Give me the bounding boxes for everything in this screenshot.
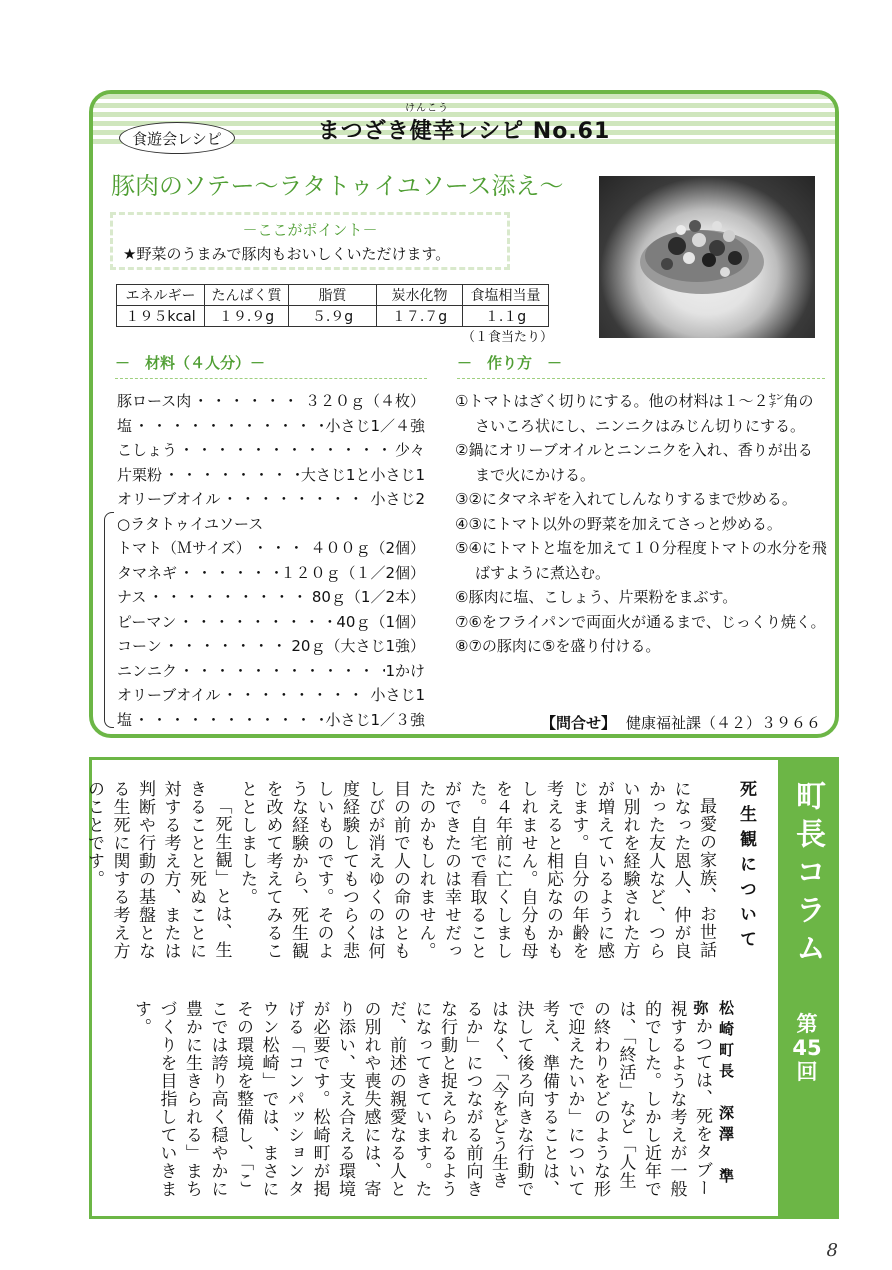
ingredient-name: ナス	[117, 588, 147, 606]
ingredient-row	[117, 463, 425, 488]
contact-label: 【問合せ】	[540, 714, 616, 732]
ingredient-amount: 1かけ	[385, 661, 425, 680]
ingredient-name: 片栗粉	[117, 465, 163, 484]
leader-dots	[177, 438, 395, 463]
ingredient-amount: ３２０ｇ（４枚）	[304, 392, 425, 410]
ingredient-name: タマネギ	[117, 563, 178, 582]
step-list	[455, 389, 827, 659]
ingredient-amount: 少々	[394, 441, 425, 459]
leader-dots	[146, 585, 311, 610]
ingredient-row	[117, 585, 425, 610]
ingredient-amount: 20ｇ（大さじ1強）	[291, 637, 425, 655]
ingredient-amount: 小さじ1	[370, 686, 425, 704]
ingredient-row	[117, 438, 425, 463]
sauce-bracket	[104, 512, 114, 728]
column-lower-text	[131, 1000, 714, 1200]
ingredient-amount: 大さじ1と小さじ1	[300, 465, 425, 484]
ingredient-name: こしょう	[117, 441, 178, 459]
ingredient-row	[117, 561, 425, 586]
ingredient-row	[117, 708, 425, 733]
contact-info	[541, 712, 821, 733]
step-item: ①トマトはざく切りにする。他の材料は１～２㌢角のさいころ状にし、ニンニクはみじん切りにする。	[455, 392, 814, 435]
ingredient-row	[117, 683, 425, 708]
nutrition-header: 食塩相当量	[463, 285, 549, 306]
ingredient-list	[117, 389, 425, 732]
leader-dots	[132, 414, 325, 439]
column-upper-text	[84, 780, 718, 962]
leader-dots	[220, 683, 370, 708]
issue-prefix: 第	[796, 1012, 818, 1036]
leader-dots	[176, 610, 336, 635]
page-number: 8	[826, 1240, 838, 1261]
step-item: ⑤④にトマトと塩を加えて１０分程度トマトの水分を飛ばすように煮込む。	[455, 539, 827, 582]
ingredient-name: ピーマン	[117, 612, 177, 631]
nutrition-value: １.１g	[463, 306, 549, 327]
ingredient-row	[117, 659, 425, 684]
leader-dots	[177, 561, 280, 586]
leader-dots	[191, 389, 305, 414]
ingredient-amount: 80ｇ（1／2本）	[311, 588, 425, 606]
column-name: 町長コラム	[790, 780, 825, 970]
nutrition-header-row	[117, 285, 549, 306]
column-paragraph: かつては、死をタブー視するような考えが一般的でした。しかし近年では、「終活」など「人生の終わりをどのような形で迎えたいか」について考え、準備することは、決して後ろ向きな行動ではなく、「今をどう生きるか」につながる前向きな行動と捉えられるようになってきています。ただ、前述の親愛なる人との別れや喪失感には、寄り添い、支え合える環境が必要です。松崎町が掲げる「コンパッションタウン松崎」では、まさにその環境を整備し、「ここでは誇り高く穏やかに豊かに生きられる」まちづくりを目指していきます。	[131, 1000, 712, 1198]
ingredient-amount: ４００ｇ（2個）	[310, 539, 425, 557]
ingredient-amount: 小さじ1／４強	[325, 416, 425, 435]
leader-dots	[162, 463, 301, 488]
title-ruby: けんこう	[405, 103, 449, 114]
contact-text: 健康福祉課（４２）３９６６	[625, 714, 821, 732]
nutrition-header: たんぱく質	[205, 285, 289, 306]
ingredient-row	[117, 610, 425, 635]
ingredient-row	[117, 634, 425, 659]
issue-number: 45	[792, 1036, 822, 1060]
ingredient-row	[117, 536, 425, 561]
leader-dots	[132, 708, 325, 733]
point-box	[110, 212, 510, 270]
ingredient-row	[117, 414, 425, 439]
nutrition-value: １９.９g	[205, 306, 289, 327]
ingredient-row	[117, 487, 425, 512]
column-author: 松崎町長 深澤 準弥	[691, 1000, 735, 1189]
ingredient-row	[117, 512, 425, 537]
ingredient-amount: １２０ｇ（１／2個）	[280, 563, 425, 582]
ingredient-name: 塩	[117, 416, 133, 435]
step-item: ⑧⑦の豚肉に⑤を盛り付ける。	[455, 637, 661, 655]
ingredient-amount: 小さじ1／３強	[325, 710, 425, 729]
point-heading: －ここがポイント－	[242, 221, 378, 239]
nutrition-value: １７.７g	[377, 306, 463, 327]
leader-dots	[177, 659, 385, 684]
recipe-title: まつざき健幸レシピ No.61	[317, 119, 611, 144]
steps-heading: － 作り方 －	[457, 352, 825, 379]
dish-name: 豚肉のソテー～ラタトゥイユソース添え～	[111, 172, 564, 200]
step-item: ④③にトマト以外の野菜を加えてさっと炒める。	[455, 514, 782, 533]
column-subtitle: 死生観について	[736, 780, 756, 955]
ingredient-name: ニンニク	[117, 661, 178, 680]
nutrition-value: ５.９g	[289, 306, 377, 327]
ingredients-heading: － 材料（４人分）－	[115, 352, 427, 379]
column-paragraph: 「死生観」とは、生きることと死ぬことに対する考え方、または判断や行動の基盤となる生死に関する考え方のことです。	[84, 780, 232, 960]
step-item: ⑥豚肉に塩、こしょう、片栗粉をまぶす。	[455, 588, 738, 606]
recipe-badge: 食遊会レシピ	[119, 122, 235, 154]
ingredient-name: 塩	[117, 710, 133, 729]
ingredient-name: 豚ロース肉	[117, 392, 192, 410]
ingredient-name: ○ラタトゥイユソース	[117, 514, 264, 533]
column-title-bar	[778, 760, 836, 1216]
step-item: ②鍋にオリーブオイルとニンニクを入れ、香りが出るまで火にかける。	[455, 441, 813, 484]
nutrition-header: 炭水化物	[377, 285, 463, 306]
step-item: ③②にタマネギを入れてしんなりするまで炒める。	[455, 490, 797, 508]
column-paragraph: 最愛の家族、お世話になった恩人、仲が良かった友人など、つらい別れを経験された方が増えているように感じます。自分の年齢を考えると相応なのかもしれません。自分も母を４年前に亡くしました。自宅で看取ることができたのは幸せだったのかもしれません。目の前で人の命のともしびが消えゆくのは何度経験してもつらく悲しいものです。そのような経験から、死生観を改めて考えてみることとしました。	[237, 780, 716, 960]
nutrition-value-row	[117, 306, 549, 327]
ingredient-amount: 40ｇ（1個）	[336, 612, 425, 631]
ingredient-name: オリーブオイル	[117, 686, 221, 704]
dish-photo	[599, 176, 815, 338]
ingredient-name: コーン	[117, 637, 162, 655]
column-issue	[778, 1012, 836, 1084]
ingredient-name: オリーブオイル	[117, 490, 221, 508]
nutrition-note: （１食当たり）	[462, 330, 554, 345]
nutrition-value: １９５kcal	[117, 306, 205, 327]
ingredient-row	[117, 389, 425, 414]
leader-dots	[251, 536, 311, 561]
leader-dots	[162, 634, 292, 659]
ingredient-amount: 小さじ2	[370, 490, 425, 508]
mayor-column	[84, 757, 839, 1219]
column-body	[84, 780, 762, 1200]
nutrition-header: 脂質	[289, 285, 377, 306]
pork-saute-illustration	[637, 196, 767, 308]
nutrition-table	[116, 284, 549, 327]
point-text: ★野菜のうまみで豚肉もおいしくいただけます。	[123, 245, 451, 263]
nutrition-header: エネルギー	[117, 285, 205, 306]
ingredient-name: トマト（Ｍサイズ）	[117, 539, 251, 557]
recipe-box	[89, 90, 839, 738]
step-item: ⑦⑥をフライパンで両面火が通るまで、じっくり焼く。	[455, 612, 826, 631]
issue-suffix: 回	[796, 1060, 818, 1084]
leader-dots	[220, 487, 370, 512]
